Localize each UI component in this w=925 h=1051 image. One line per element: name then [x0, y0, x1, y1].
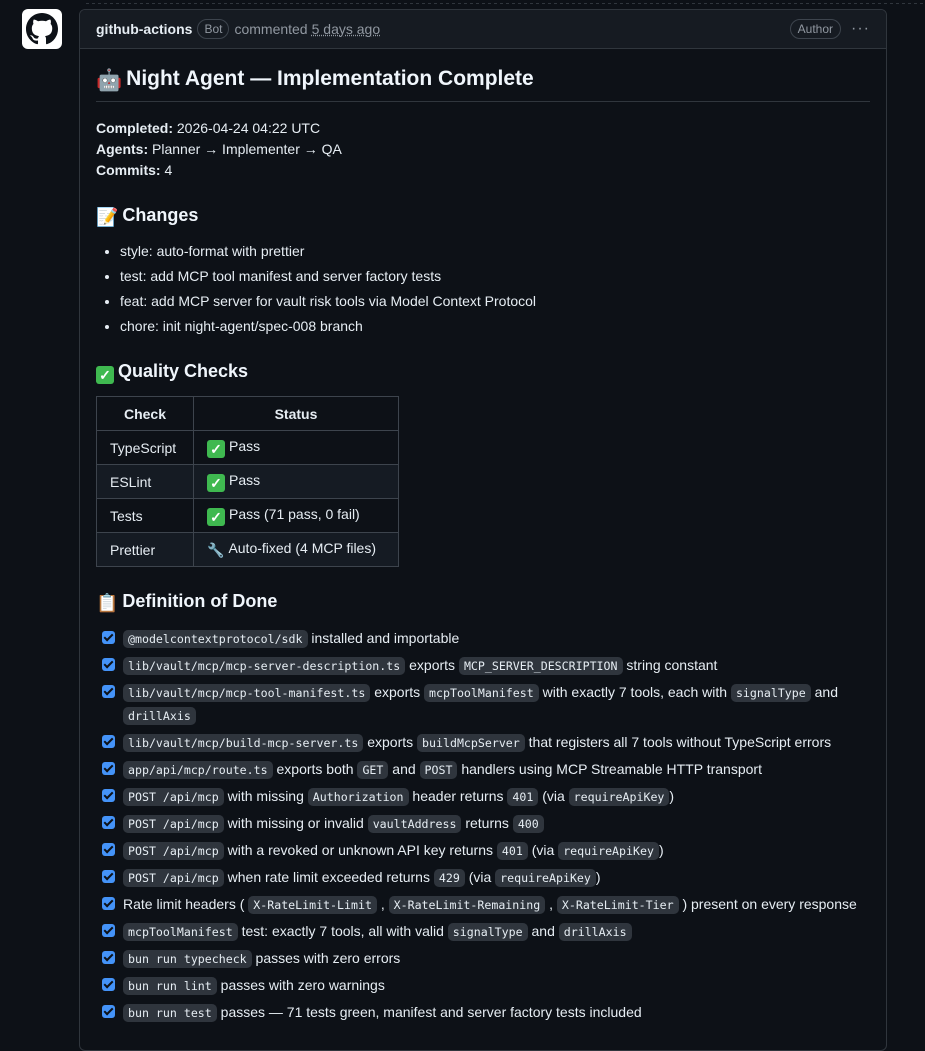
task-item [102, 758, 870, 781]
inline-code: bun run lint [123, 977, 217, 995]
meta-line [96, 160, 870, 181]
inline-code: POST /api/mcp [123, 869, 224, 887]
inline-code: lib/vault/mcp/mcp-server-description.ts [123, 657, 405, 675]
table-header: Status [194, 397, 399, 431]
check-mark-icon: ✓ [96, 366, 114, 384]
report-title: 🤖 Night Agent — Implementation Complete [96, 65, 870, 102]
task-text: exports [363, 734, 418, 750]
task-text: with missing or invalid [223, 815, 368, 831]
inline-code: X-RateLimit-Limit [248, 896, 377, 914]
comment-timestamp[interactable]: 5 days ago [311, 21, 381, 37]
inline-code: GET [357, 761, 388, 779]
task-text: installed and importable [307, 630, 460, 646]
check-mark-icon: ✓ [207, 508, 225, 526]
task-item [102, 1001, 870, 1024]
task-checkbox[interactable] [102, 1005, 115, 1018]
task-item [102, 731, 870, 754]
status-text: Auto-fixed (4 MCP files) [228, 540, 377, 556]
task-checkbox[interactable] [102, 658, 115, 671]
check-status [194, 431, 399, 465]
list-item: • chore: init night-agent/spec-008 branch [120, 316, 870, 337]
inline-code: mcpToolManifest [424, 684, 539, 702]
task-item [102, 785, 870, 808]
check-name: Tests [97, 499, 194, 533]
robot-icon: 🤖 [96, 69, 123, 92]
check-name: Prettier [97, 533, 194, 567]
list-item: • feat: add MCP server for vault risk tools via Model Context Protocol [120, 291, 870, 312]
task-text: Rate limit headers ( [123, 896, 249, 912]
task-text: ) [595, 869, 601, 885]
check-mark-icon: ✓ [207, 440, 225, 458]
table-header: Check [97, 397, 194, 431]
task-checkbox[interactable] [102, 631, 115, 644]
status-text: Pass [229, 437, 261, 454]
inline-code: requireApiKey [495, 869, 596, 887]
comment-action: commented [234, 21, 308, 37]
meta-label: Completed: [96, 120, 173, 136]
task-text: handlers using MCP Streamable HTTP transport [457, 761, 762, 777]
task-text: exports [405, 657, 459, 673]
wrench-icon: 🔧 [207, 542, 225, 558]
definition-of-done-heading: 📋 Definition of Done [96, 591, 278, 613]
task-text: , [545, 896, 557, 912]
task-checkbox[interactable] [102, 735, 115, 748]
task-checkbox[interactable] [102, 843, 115, 856]
task-text: with a revoked or unknown API key returns [223, 842, 497, 858]
report-meta [96, 118, 870, 181]
meta-line [96, 118, 870, 139]
task-text: passes — 71 tests green, manifest and server factory tests included [216, 1004, 642, 1020]
comment-body [80, 49, 886, 1044]
avatar[interactable] [22, 9, 62, 49]
inline-code: POST /api/mcp [123, 788, 224, 806]
task-item [102, 947, 870, 970]
task-item [102, 839, 870, 862]
comment-author[interactable]: github-actions [96, 21, 193, 37]
quality-checks-table [96, 396, 399, 567]
task-text: (via [527, 842, 559, 858]
inline-code: vaultAddress [368, 815, 462, 833]
inline-code: bun run typecheck [123, 950, 252, 968]
table-row [97, 431, 399, 465]
task-item [102, 974, 870, 997]
task-checkbox[interactable] [102, 978, 115, 991]
table-row [97, 533, 399, 567]
task-text: with missing [223, 788, 308, 804]
meta-value: 4 [164, 162, 173, 178]
clipboard-icon: 📋 [96, 593, 119, 613]
check-name: ESLint [97, 465, 194, 499]
changes-list [96, 241, 870, 337]
task-item [102, 920, 870, 943]
table-row [97, 499, 399, 533]
task-checkbox[interactable] [102, 924, 115, 937]
task-text: and [527, 923, 559, 939]
inline-code: X-RateLimit-Tier [557, 896, 679, 914]
task-checkbox[interactable] [102, 897, 115, 910]
timeline-divider [86, 3, 925, 4]
task-item [102, 627, 870, 650]
changes-heading: 📝 Changes [96, 205, 199, 227]
list-item: • style: auto-format with prettier [120, 241, 870, 262]
inline-code: POST [420, 761, 458, 779]
inline-code: signalType [448, 923, 528, 941]
task-text: (via [464, 869, 496, 885]
task-item [102, 893, 870, 916]
table-row [97, 465, 399, 499]
inline-code: @modelcontextprotocol/sdk [123, 630, 308, 648]
inline-code: mcpToolManifest [123, 923, 238, 941]
task-item [102, 681, 870, 727]
inline-code: bun run test [123, 1004, 217, 1022]
comment-header [80, 10, 886, 49]
definition-of-done-list [96, 627, 870, 1024]
meta-value: 2026-04-24 04:22 UTC [176, 120, 321, 136]
task-checkbox[interactable] [102, 870, 115, 883]
inline-code: requireApiKey [558, 842, 659, 860]
inline-code: app/api/mcp/route.ts [123, 761, 273, 779]
meta-label: Agents: [96, 141, 149, 157]
inline-code: 401 [507, 788, 538, 806]
inline-code: drillAxis [123, 707, 196, 725]
task-text: with exactly 7 tools, each with [538, 684, 731, 700]
check-status [194, 533, 399, 567]
meta-value: Planner → Implementer → QA [152, 141, 342, 157]
task-text: test: exactly 7 tools, all with valid [237, 923, 448, 939]
task-text: and [810, 684, 838, 700]
meta-label: Commits: [96, 162, 161, 178]
check-name: TypeScript [97, 431, 194, 465]
meta-line [96, 139, 870, 160]
task-checkbox[interactable] [102, 762, 115, 775]
inline-code: 429 [434, 869, 465, 887]
check-status [194, 499, 399, 533]
inline-code: X-RateLimit-Remaining [389, 896, 546, 914]
inline-code: drillAxis [559, 923, 632, 941]
task-text: and [388, 761, 420, 777]
task-text: header returns [408, 788, 508, 804]
task-text: when rate limit exceeded returns [223, 869, 434, 885]
task-checkbox[interactable] [102, 816, 115, 829]
task-checkbox[interactable] [102, 685, 115, 698]
inline-code: buildMcpServer [417, 734, 525, 752]
inline-code: MCP_SERVER_DESCRIPTION [459, 657, 623, 675]
task-checkbox[interactable] [102, 789, 115, 802]
kebab-menu-icon[interactable]: ··· [851, 20, 870, 37]
inline-code: lib/vault/mcp/mcp-tool-manifest.ts [123, 684, 370, 702]
task-text: (via [538, 788, 569, 804]
comment-card [79, 9, 887, 1051]
task-text: string constant [622, 657, 718, 673]
check-mark-icon: ✓ [207, 474, 225, 492]
bot-badge: Bot [197, 19, 229, 39]
status-text: Pass [229, 471, 261, 488]
inline-code: lib/vault/mcp/build-mcp-server.ts [123, 734, 363, 752]
check-status [194, 465, 399, 499]
task-checkbox[interactable] [102, 951, 115, 964]
inline-code: POST /api/mcp [123, 842, 224, 860]
task-item [102, 654, 870, 677]
task-text: returns [461, 815, 513, 831]
memo-icon: 📝 [96, 207, 119, 227]
task-text: passes with zero warnings [216, 977, 385, 993]
task-text: ) [658, 842, 664, 858]
task-text: ) present on every response [678, 896, 857, 912]
task-text: passes with zero errors [251, 950, 401, 966]
task-text: exports [370, 684, 425, 700]
task-text: that registers all 7 tools without TypeScript errors [524, 734, 832, 750]
author-badge: Author [790, 19, 841, 39]
quality-checks-heading: ✓ Quality Checks [96, 359, 870, 384]
task-text: exports both [272, 761, 358, 777]
task-item [102, 866, 870, 889]
github-logo-icon [26, 13, 58, 45]
inline-code: POST /api/mcp [123, 815, 224, 833]
status-text: Pass (71 pass, 0 fail) [229, 505, 360, 522]
task-text: ) [669, 788, 675, 804]
task-item [102, 812, 870, 835]
inline-code: signalType [731, 684, 811, 702]
list-item: • test: add MCP tool manifest and server factory tests [120, 266, 870, 287]
inline-code: 401 [497, 842, 528, 860]
task-text: , [376, 896, 389, 912]
inline-code: requireApiKey [569, 788, 670, 806]
inline-code: Authorization [308, 788, 409, 806]
inline-code: 400 [513, 815, 544, 833]
